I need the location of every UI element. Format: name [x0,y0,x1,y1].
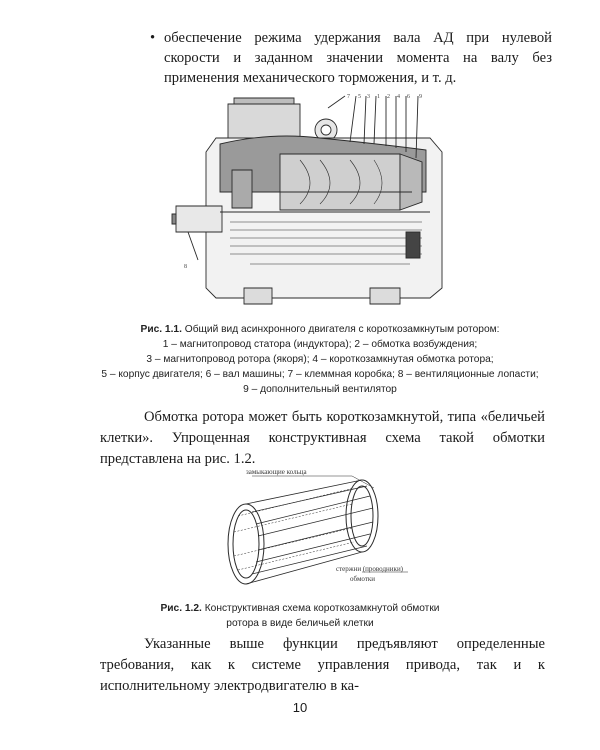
part-label-7: 6 [407,94,410,100]
motor-drawing [160,92,460,312]
label-closing-rings: замыкающие кольца [246,468,307,476]
figure1-caption-line-4: 5 – корпус двигателя; 6 – вал машины; 7 – клеммная коробка; 8 – вентиляционные лопасти; [101,369,539,380]
bullet-marker: • [150,30,156,46]
part-label-3: 3 [367,94,370,100]
paragraph-rotor-winding: Обмотка ротора может быть короткозамкнутой, типа «беличьей клетки». Упрощенная конструктивная схема такой обмотки представлена на рис. 1.2. [100,409,545,467]
part-label-1: 7 [347,94,350,100]
figure2-caption-line-2: ротора в виде беличьей клетки [226,618,374,629]
part-label-8: 9 [419,94,422,100]
shaft-label: 8 [184,264,187,270]
figure2-caption [150,601,450,631]
figure2-caption-label: Рис. 1.2. [160,603,202,614]
paragraph-requirements: Указанные выше функции предъявляют определенные требования, как к системе управления привода, так и к исполнительному электродвигателю в ка- [100,636,545,694]
part-label-5: 2 [387,94,390,100]
figure2-caption-line-1: Конструктивная схема короткозамкнутой обмотки [204,603,440,614]
intro-bullet-paragraph [150,28,552,88]
figure1-caption-line-1: Общий вид асинхронного двигателя с короткозамкнутым ротором: [184,324,500,335]
intro-bullet-text: обеспечение режима удержания вала АД при нулевой скорости и заданном значении момента на валу без применения механического торможения, и т. д. [164,30,552,86]
part-label-2: 5 [358,94,361,100]
part-label-4: 1 [377,94,380,100]
figure1-caption-label: Рис. 1.1. [140,324,182,335]
label-bars: стержни (проводники) [336,565,404,573]
squirrel-cage-drawing [212,466,432,600]
figure1-caption-line-5: 9 – дополнительный вентилятор [243,384,397,395]
figure1-caption-line-2: 1 – магнитопровод статора (индуктора); 2 – обмотка возбуждения; [162,339,478,350]
figure1-caption-line-3: 3 – магнитопровод ротора (якоря); 4 – короткозамкнутая обмотка ротора; [146,354,494,365]
figure1-caption [100,322,540,397]
label-bars-winding: обмотки [350,575,376,583]
part-label-6: 4 [397,94,400,100]
page-number: 10 [292,700,308,715]
